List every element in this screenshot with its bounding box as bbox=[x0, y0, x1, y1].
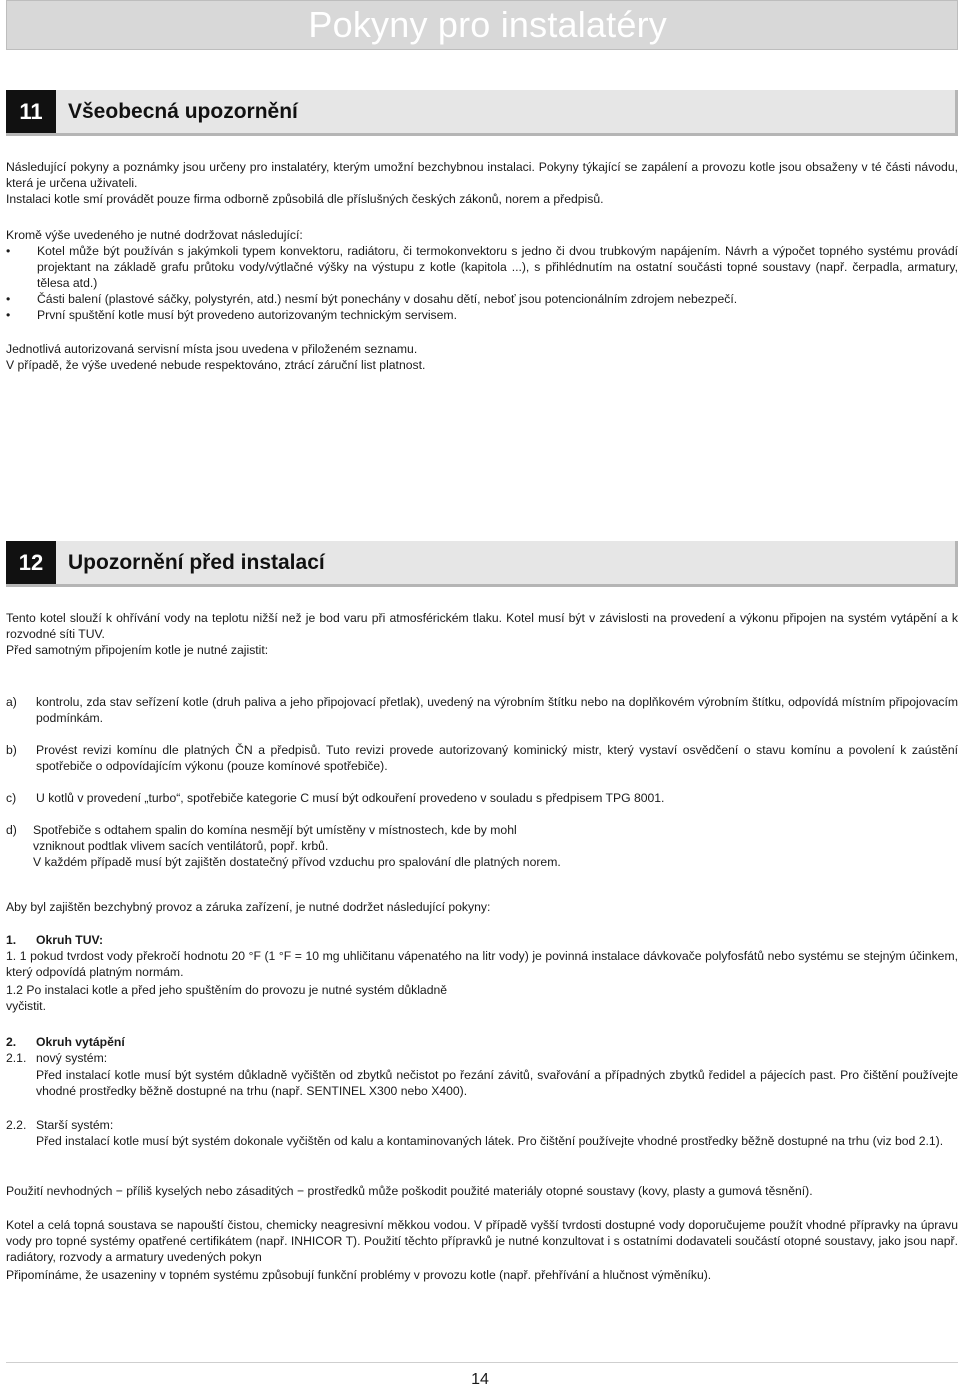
list-item bbox=[6, 790, 958, 806]
list-item bbox=[6, 822, 958, 870]
paragraph: Připomínáme, že usazeniny v topném systému způsobují funkční problémy v provozu kotle (např. přehřívání a hlučnost výměníku). bbox=[6, 1268, 712, 1282]
list-item bbox=[6, 694, 958, 726]
sub-item-label-row bbox=[6, 1050, 958, 1066]
sub-item-title: Starší systém: bbox=[36, 1118, 114, 1132]
sub-item-title: nový systém: bbox=[36, 1051, 108, 1065]
section-12-header bbox=[6, 541, 958, 587]
bullet-text: Kotel může být používán s jakýmkoli typem konvektoru, radiátoru, či termokonvektoru s jedno či dvou trubkovým napájením. Návrh a výpočet topného systému provádí projektant na základě grafu průtoku vody/výtlačné výšky na výstupu z kotle (kapitola ...), s přihlédnutím na ostatní součásti topné soustavy (např. čerpadla, armatury, tělesa atd.) bbox=[37, 244, 958, 290]
list-label: d) bbox=[6, 823, 17, 837]
bullet-text: Části balení (plastové sáčky, polystyrén, atd.) nesmí být ponechány v dosahu dětí, neboť jsou potencionálním zdrojem nebezpečí. bbox=[37, 292, 738, 306]
bullet-item bbox=[6, 243, 958, 291]
paragraph: vyčistit. bbox=[6, 999, 46, 1013]
paragraph: 1. 1 pokud tvrdost vody překročí hodnotu 20 °F (1 °F = 10 mg uhličitanu vápenatého na litr vody) je povinná instalace dávkovače polyfosfátů nebo systému se stejným účinkem, který odpovídá platným normám. bbox=[6, 949, 958, 979]
list-text: Provést revizi komínu dle platných ČN a předpisů. Tuto revizi provede autorizovaný kominický mistr, který vystaví osvědčení o stavu komínu a povolení k zaústění spotřebiče o odpovídajícím výkonu (pouze komínové spotřebiče). bbox=[36, 743, 958, 773]
list-text-line: V každém případě musí být zajištěn dostatečný přívod vzduchu pro spalování dle platných norem. bbox=[33, 855, 561, 869]
paragraph: Instalaci kotle smí provádět pouze firma odborně způsobilá dle příslušných českých zákonů, norem a předpisů. bbox=[6, 192, 604, 206]
list-label: c) bbox=[6, 791, 17, 805]
list-text-line: vzniknout podtlak vlivem sacích ventilátorů, popř. krbů. bbox=[33, 839, 329, 853]
bullet-text: První spuštění kotle musí být provedeno autorizovaným technickým servisem. bbox=[37, 308, 457, 322]
bullet-marker: • bbox=[6, 244, 11, 258]
section-title: Upozornění před instalací bbox=[68, 551, 325, 574]
bullet-item bbox=[6, 291, 958, 307]
sub-item-label-row bbox=[6, 1117, 958, 1133]
subheading-text: Okruh TUV: bbox=[36, 933, 104, 947]
list-text bbox=[33, 822, 958, 870]
paragraph: Následující pokyny a poznámky jsou určeny pro instalatéry, kterým umožní bezchybnou instalaci. Pokyny týkající se zapálení a provozu kotle jsou obsaženy v té části návodu, která je určena uživateli. bbox=[6, 160, 958, 190]
bullet-marker: • bbox=[6, 292, 11, 306]
bullet-marker: • bbox=[6, 308, 11, 322]
section-title: Všeobecná upozornění bbox=[68, 100, 298, 123]
paragraph: Aby byl zajištěn bezchybný provoz a záruka zařízení, je nutné dodržet následující pokyny: bbox=[6, 900, 491, 914]
bullet-item bbox=[6, 307, 958, 323]
list-label: b) bbox=[6, 743, 17, 757]
sub-item-body bbox=[6, 1067, 958, 1099]
section-number: 12 bbox=[6, 541, 56, 584]
sub-item-number: 2.2. bbox=[6, 1118, 27, 1132]
sub-item-text: Před instalací kotle musí být systém důkladně vyčištěn od zbytků nečistot po řezání závitů, svařování a případných zbytků ředidel a pájecích past. Pro čištění používejte vhodné prostředky běžně dostupné na trhu (např. SENTINEL X300 nebo X400). bbox=[36, 1068, 958, 1098]
sub-item-number: 2.1. bbox=[6, 1051, 27, 1065]
subheading-text: Okruh vytápění bbox=[36, 1035, 125, 1049]
list-item bbox=[6, 742, 958, 774]
list-text: U kotlů v provedení „turbo“, spotřebiče kategorie C musí být odkouření provedeno v souladu s předpisem TPG 8001. bbox=[36, 791, 665, 805]
sub-item-text: Před instalací kotle musí být systém dokonale vyčištěn od kalu a kontaminovaných látek. Pro čištění používejte vhodné prostředky běžně dostupné na trhu (viz bod 2.1). bbox=[36, 1134, 944, 1148]
paragraph: Kromě výše uvedeného je nutné dodržovat následující: bbox=[6, 228, 303, 242]
list-label: a) bbox=[6, 695, 17, 709]
paragraph: Kotel a celá topná soustava se napouští čistou, chemicky neagresivní měkkou vodou. V případě vyšší tvrdosti dostupné vody doporučujeme použít vhodné přípravky na úpravu vody pro topné systémy opatřené certifikátem (např. INHICOR T). Použití těchto přípravků je nutné konzultovat i s ostatními dodavateli součástí otopné soustavy, jako jsou např. radiátory, rozvody a armatury uvedených pokyn bbox=[6, 1218, 958, 1264]
paragraph: Tento kotel slouží k ohřívání vody na teplotu nižší než je bod varu při atmosférickém tlaku. Kotel musí být v závislosti na provedení a výkonu připojen na systém vytápění a k rozvodné síti TUV. bbox=[6, 611, 958, 641]
paragraph: V případě, že výše uvedené nebude respektováno, ztrácí záruční list platnost. bbox=[6, 358, 426, 372]
section-11-header bbox=[6, 90, 958, 136]
page-title: Pokyny pro instalatéry bbox=[308, 4, 667, 45]
list-text-line: Spotřebiče s odtahem spalin do komína nesmějí být umístěny v místnostech, kde by mohl bbox=[33, 823, 517, 837]
page-number: 14 bbox=[471, 1371, 489, 1388]
section-number: 11 bbox=[6, 90, 56, 133]
subheading-tuv bbox=[6, 932, 958, 948]
paragraph: Jednotlivá autorizovaná servisní místa jsou uvedena v přiloženém seznamu. bbox=[6, 342, 418, 356]
subheading-heating bbox=[6, 1034, 958, 1050]
subheading-number: 1. bbox=[6, 933, 17, 947]
paragraph: 1.2 Po instalaci kotle a před jeho spuštěním do provozu je nutné systém důkladně bbox=[6, 983, 448, 997]
paragraph: Použití nevhodných − příliš kyselých nebo zásaditých − prostředků může poškodit použité materiály otopné soustavy (kovy, plasty a gumová těsnění). bbox=[6, 1184, 813, 1198]
page-header-bar bbox=[6, 0, 958, 50]
list-text: kontrolu, zda stav seřízení kotle (druh paliva a jeho připojovací přetlak), uvedený na výrobním štítku nebo na doplňkovém výrobním štítku, odpovídá místním připojovacím podmínkám. bbox=[36, 695, 958, 725]
footer-divider bbox=[6, 1362, 958, 1363]
subheading-number: 2. bbox=[6, 1035, 17, 1049]
paragraph: Před samotným připojením kotle je nutné zajistit: bbox=[6, 643, 269, 657]
sub-item-body bbox=[6, 1133, 958, 1165]
